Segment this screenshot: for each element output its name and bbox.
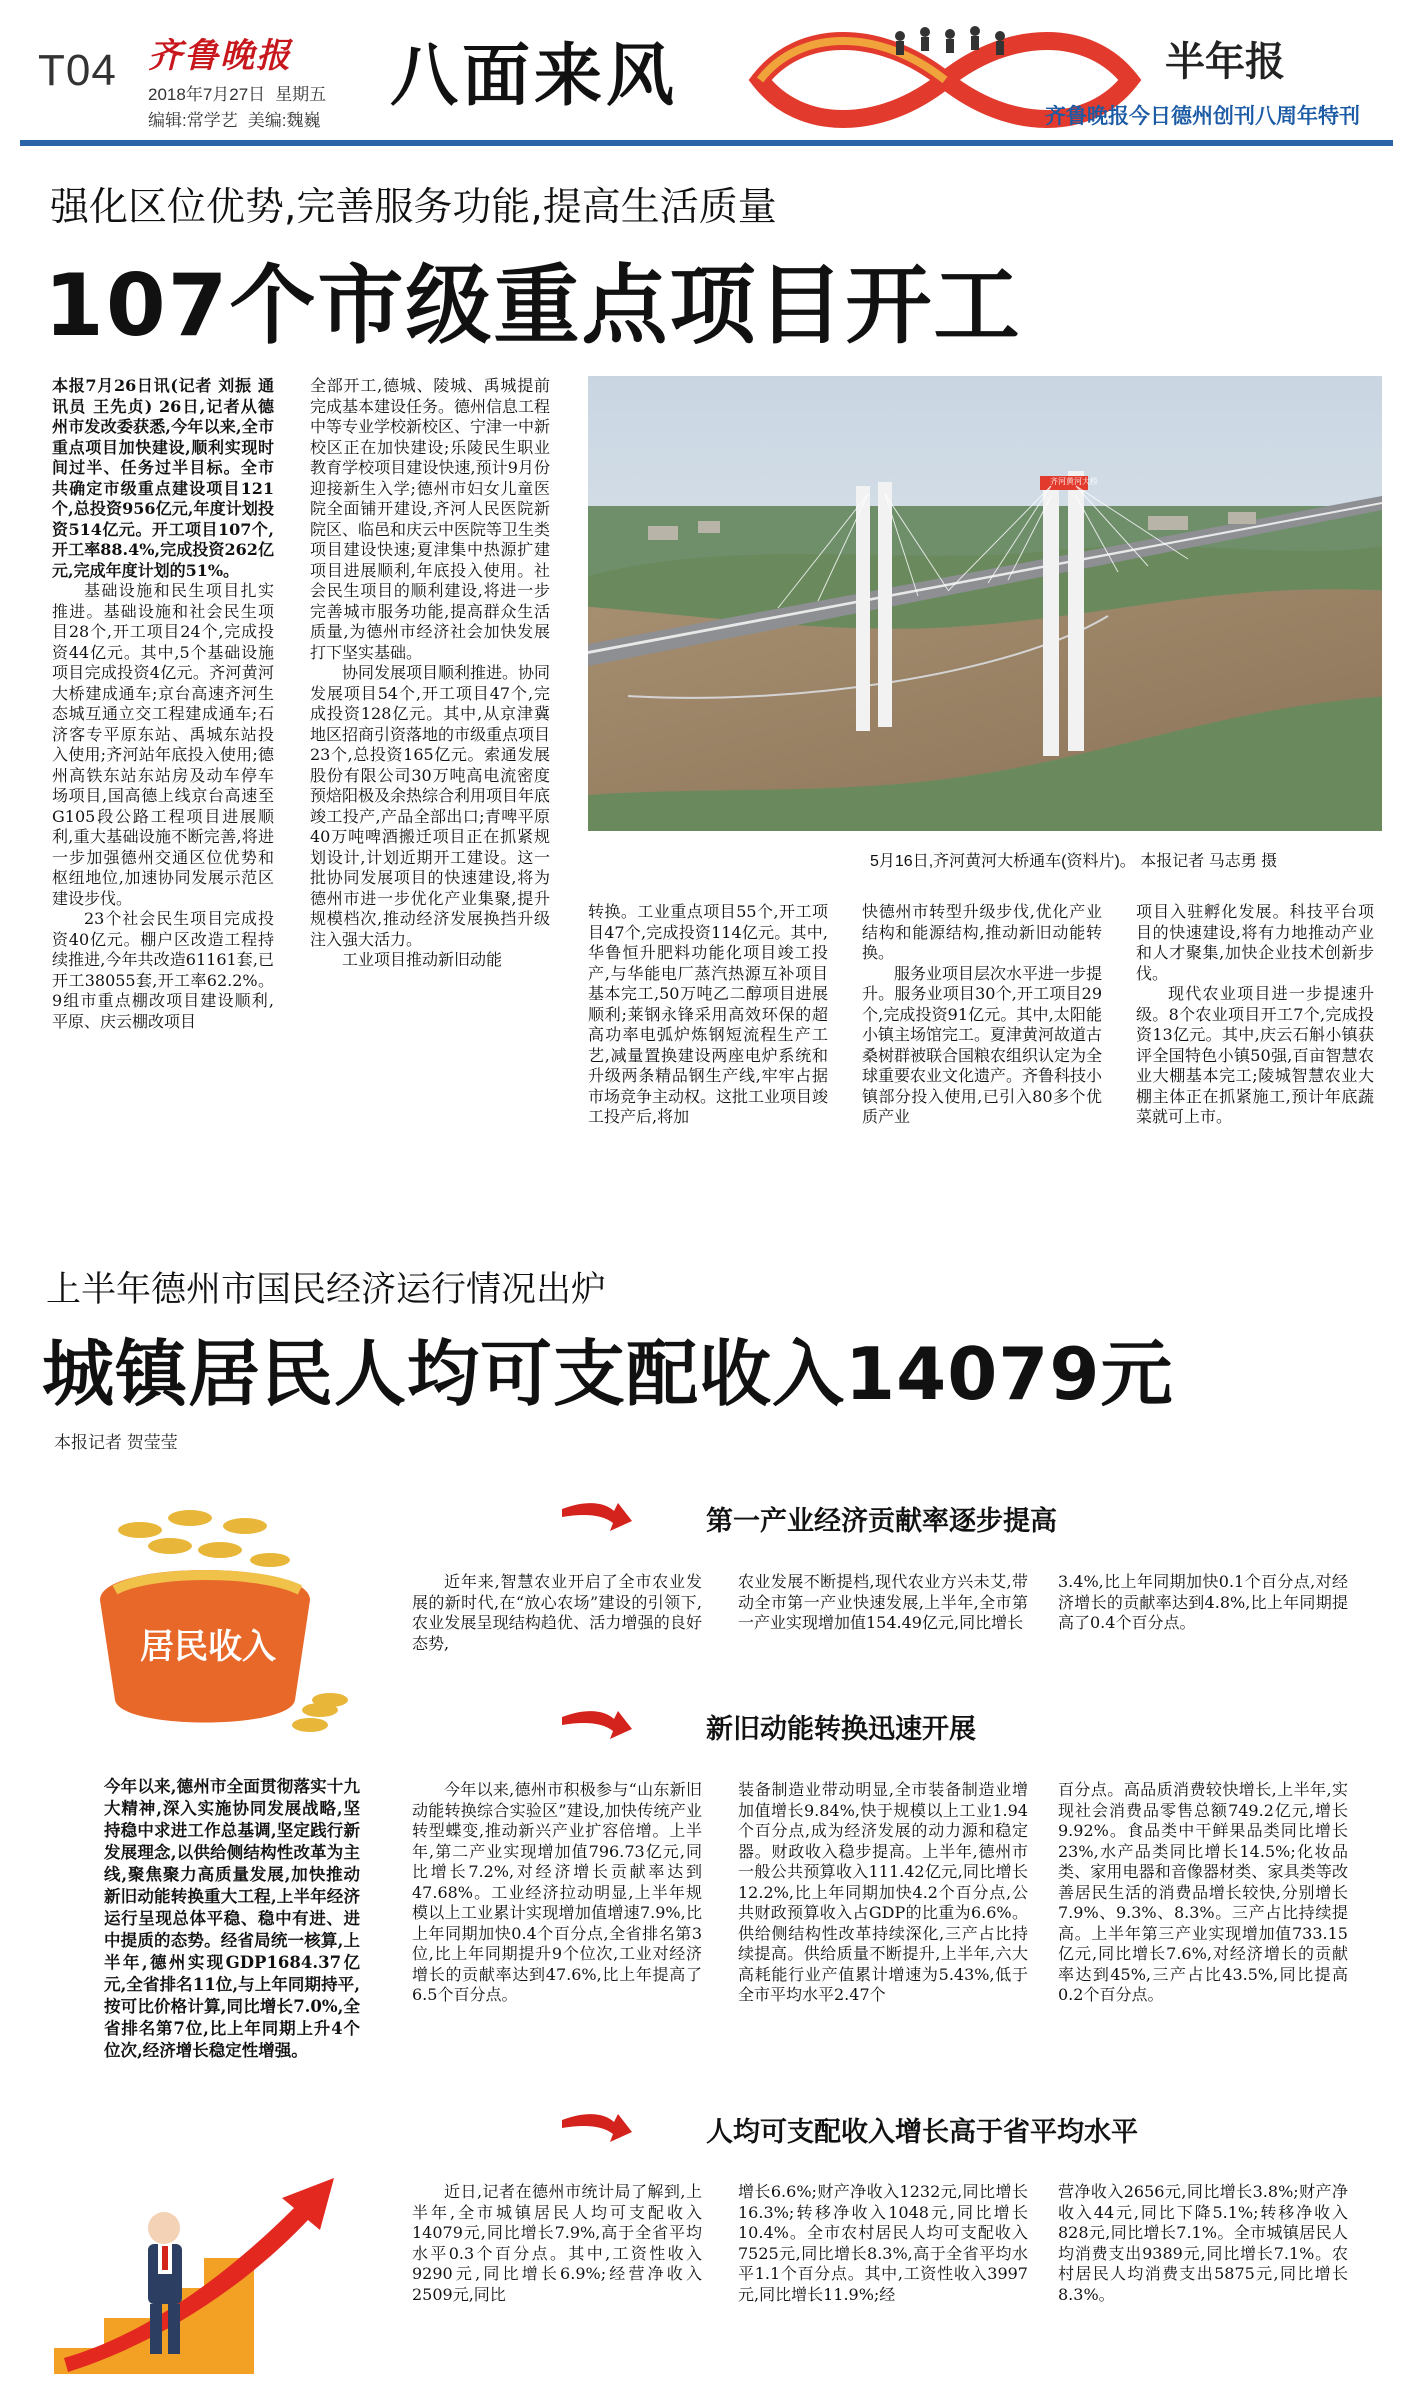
article1-column-3 (588, 902, 828, 1128)
businessman-arrow-image (44, 2148, 364, 2384)
article1-column-5 (1136, 902, 1374, 1128)
article1-kicker: 强化区位优势,完善服务功能,提高生活质量 (50, 185, 777, 230)
article1-column-4 (862, 902, 1102, 1128)
paragraph: 快德州市转型升级步伐,优化产业结构和能源结构,推动新旧动能转换。 (862, 902, 1102, 962)
article2-byline: 本报记者 贺莹莹 (54, 1433, 178, 1452)
issue-weekday: 星期五 (275, 85, 327, 104)
money-bag-label: 居民收入 (140, 1627, 276, 1667)
article1-headline: 107个市级重点项目开工 (44, 256, 1022, 356)
section-title-primary-industry: 第一产业经济贡献率逐步提高 (706, 1506, 1057, 1537)
section3-column-1: 近日,记者在德州市统计局了解到,上半年,全市城镇居民人均可支配收入14079元,同比增长7.9%,高于全省平均水平0.3个百分点。其中,工资性收入9290元,同比增长6.9%;经营净收入2509元,同比 (412, 2182, 702, 2304)
section-title-disposable-income: 人均可支配收入增长高于省平均水平 (706, 2117, 1138, 2148)
paragraph: 工业项目推动新旧动能 (342, 950, 503, 969)
section2-column-2: 装备制造业带动明显,全市装备制造业增加值增长9.84%,快于规模以上工业1.94个百分点,成为经济发展的动力源和稳定器。财政收入稳步提高。上半年,德州市一般公共预算收入111.42亿元,同比增长12.2%,比上年同期加快4.2个百分点,公共财政预算收入占GDP的比重为6.6%。供给侧结构性改革持续深化,三产占比持续提高。供给质量不断提升,上半年,六大高耗能行业产值累计增速为5.43%,低于全市平均水平2.47个 (738, 1780, 1028, 2004)
section2-column-3: 百分点。高品质消费较快增长,上半年,实现社会消费品零售总额749.2亿元,增长9.92%。食品类中干鲜果品类同比增长23%,水产品类同比增长14.5%;化妆品类、家用电器和音像器材类、家具类等改善居民生活的消费品增长较快,分别增长7.9%、9.3%、8.3%。三产占比持续提高。上半年第三产业实现增加值733.15亿元,同比增长7.6%,对经济增长的贡献率达到45%,三产占比43.5%,同比提高0.2个百分点。 (1058, 1780, 1348, 2004)
article2-kicker: 上半年德州市国民经济运行情况出炉 (46, 1270, 607, 1310)
paragraph: 基础设施和民生项目扎实推进。基础设施和社会民生项目28个,开工项目24个,完成投资44亿元。其中,5个基础设施项目完成投资4亿元。齐河黄河大桥建成通车;京台高速齐河生态城互通立交工程建成通车;石济客专平原东站、禹城东站投入使用;齐河站年底投入使用;德州高铁东站东站房及动车停车场项目,国高德上线京台高速至G105段公路工程项目进展顺利,重大基础设施不断完善,将进一步加强德州交通区位优势和枢纽地位,加速协同发展示范区建设步伐。 (52, 581, 274, 908)
page-number: T04 (38, 46, 117, 95)
paragraph: 全部开工,德城、陵城、禹城提前完成基本建设任务。德州信息工程中等专业学校新校区、宁津一中新校区正在加快建设;乐陵民生职业教育学校项目建设快速,预计9月份迎接新生入学;德州市妇女儿童医院全面铺开建设,齐河人民医院新院区、临邑和庆云中医院等卫生类项目建设快速;夏津集中热源扩建项目进展顺利,年底投入使用。社会民生项目的顺利建设,将进一步完善城市服务功能,提高群众生活质量,为德州市经济社会加快发展打下坚实基础。 (310, 376, 551, 662)
paragraph: 现代农业项目进一步提速升级。8个农业项目开工7个,完成投资13亿元。其中,庆云石斛小镇获评全国特色小镇50强,百亩智慧农业大棚基本完工;陵城智慧农业大棚主体正在抓紧施工,预计年底蔬菜就可上市。 (1136, 984, 1374, 1126)
bridge-photo (588, 376, 1382, 831)
special-issue-label: 齐鲁晚报今日德州创刊八周年特刊 (1045, 105, 1360, 128)
section3-column-2: 增长6.6%;财产净收入1232元,同比增长16.3%;转移净收入1048元,同比增长10.4%。全市农村居民人均可支配收入7525元,同比增长8.3%,高于全省平均水平1.1个百分点。其中,工资性收入3997元,同比增长11.9%;经 (738, 2182, 1028, 2304)
bridge-photo-caption: 5月16日,齐河黄河大桥通车(资料片)。 本报记者 马志勇 摄 (870, 853, 1278, 870)
paragraph: 转换。工业重点项目55个,开工项目47个,完成投资114亿元。其中,华鲁恒升肥料功能化项目竣工投产,与华能电厂蒸汽热源互补项目基本完工,50万吨乙二醇项目进展顺利;莱钢永锋采用高效环保的超高功率电弧炉炼钢短流程生产工艺,减量置换建设两座电炉系统和升级两条精品钢生产线,牢牢占据市场竞争主动权。这批工业项目竣工投产后,将加 (588, 902, 829, 1126)
editor-credit: 编辑:常学艺 (148, 111, 238, 130)
paragraph: 协同发展项目顺利推进。协同发展项目54个,开工项目47个,完成投资128亿元。其中,从京津冀地区招商引资落地的市级重点项目23个,总投资165亿元。索通发展股份有限公司30万吨高电流密度预焙阳极及余热综合利用项目年底竣工投产,产品全部出口;青啤平原40万吨啤酒搬迁项目正在抓紧规划设计,计划近期开工建设。这一批协同发展项目的快速建设,将为德州市进一步优化产业集聚,提升规模档次,推动经济发展换挡升级注入强大活力。 (310, 663, 551, 949)
issue-date: 2018年7月27日 (148, 85, 266, 104)
article2-intro: 今年以来,德州市全面贯彻落实十九大精神,深入实施协同发展战略,坚持稳中求进工作总基调,坚定践行新发展理念,以供给侧结构性改革为主线,聚焦聚力高质量发展,加快推动新旧动能转换重大工程,上半年经济运行呈现总体平稳、稳中有进、进中提质的态势。经省局统一核算,上半年,德州实现GDP1684.37亿元,全省排名11位,与上年同期持平,按可比价格计算,同比增长7.0%,全省排名第7位,比上年同期上升4个位次,经济增长稳定性增强。 (104, 1777, 360, 2060)
red-arrow-icon (558, 2108, 636, 2148)
article1-column-2 (310, 376, 550, 971)
red-arrow-icon (558, 1705, 636, 1745)
section1-column-1: 近年来,智慧农业开启了全市农业发展的新时代,在“放心农场”建设的引领下,农业发展呈现结构趋优、活力增强的良好态势, (412, 1572, 702, 1653)
article1-column-1 (52, 376, 274, 1032)
section1-column-3: 3.4%,比上年同期加快0.1个百分点,对经济增长的贡献率达到4.8%,比上年同期提高了0.4个百分点。 (1058, 1572, 1348, 1632)
section-title: 八面来风 (390, 36, 679, 116)
article2-headline: 城镇居民人均可支配收入14079元 (42, 1332, 1174, 1416)
bridge-photo-graphic (588, 376, 1382, 831)
paragraph: 项目入驻孵化发展。科技平台项目的快速建设,将有力地推动产业和人才聚集,加快企业技术创新步伐。 (1136, 902, 1374, 983)
section-title-new-old-momentum: 新旧动能转换迅速开展 (706, 1714, 976, 1745)
masthead-info (148, 82, 336, 134)
paragraph: 服务业项目层次水平进一步提升。服务业项目30个,开工项目29个,完成投资91亿元。其中,太阳能小镇主场馆完工。夏津黄河故道古桑树群被联合国粮农组织认定为全球重要农业文化遗产。齐鲁科技小镇部分投入使用,已引入80多个优质产业 (862, 963, 1103, 1126)
section3-column-3: 营净收入2656元,同比增长3.8%;财产净收入44元,同比下降5.1%;转移净收入828元,同比增长7.1%。全市城镇居民人均消费支出9389元,同比增长7.1%。农村居民人均消费支出5875元,同比增长8.3%。 (1058, 2182, 1348, 2304)
section2-column-1: 今年以来,德州市积极参与“山东新旧动能转换综合实验区”建设,加快传统产业转型蝶变,推动新兴产业扩容倍增。上半年,第二产业实现增加值796.73亿元,同比增长7.2%,对经济增长贡献率达到47.68%。工业经济拉动明显,上半年规模以上工业累计实现增加值增速7.9%,比上年同期加快0.4个百分点,全省排名第3位,比上年同期提升9个位次,工业对经济增长的贡献率达到47.6%,比上年提高了6.5个百分点。 (412, 1780, 702, 2004)
article1-lead-paragraph: 本报7月26日讯(记者 刘振 通讯员 王先贞) 26日,记者从德州市发改委获悉,今年以来,全市重点项目加快建设,顺利实现时间过半、任务过半目标。全市共确定市级重点建设项目121个,总投资956亿元,年度计划投资514亿元。开工项目107个,开工率88.4%,完成投资262亿元,完成年度计划的51%。 (52, 376, 274, 580)
section1-column-2: 农业发展不断提档,现代农业方兴未艾,带动全市第一产业快速发展,上半年,全市第一产业实现增加值154.49亿元,同比增长 (738, 1572, 1028, 1632)
bridge-sign-text: 齐河黄河大桥 (1050, 477, 1098, 486)
masthead (20, 8, 1393, 146)
paragraph: 23个社会民生项目完成投资40亿元。棚户区改造工程持续推进,今年共改造61161套,已开工38055套,开工率62.2%。9组市重点棚改项目建设顺利,平原、庆云棚改项目 (52, 909, 274, 1031)
half-year-label: 半年报 (1165, 40, 1285, 84)
paper-logo: 齐鲁晚报 (148, 36, 292, 76)
red-arrow-icon (558, 1497, 636, 1537)
money-bag-image (60, 1490, 358, 1755)
designer-credit: 美编:魏巍 (247, 111, 321, 130)
